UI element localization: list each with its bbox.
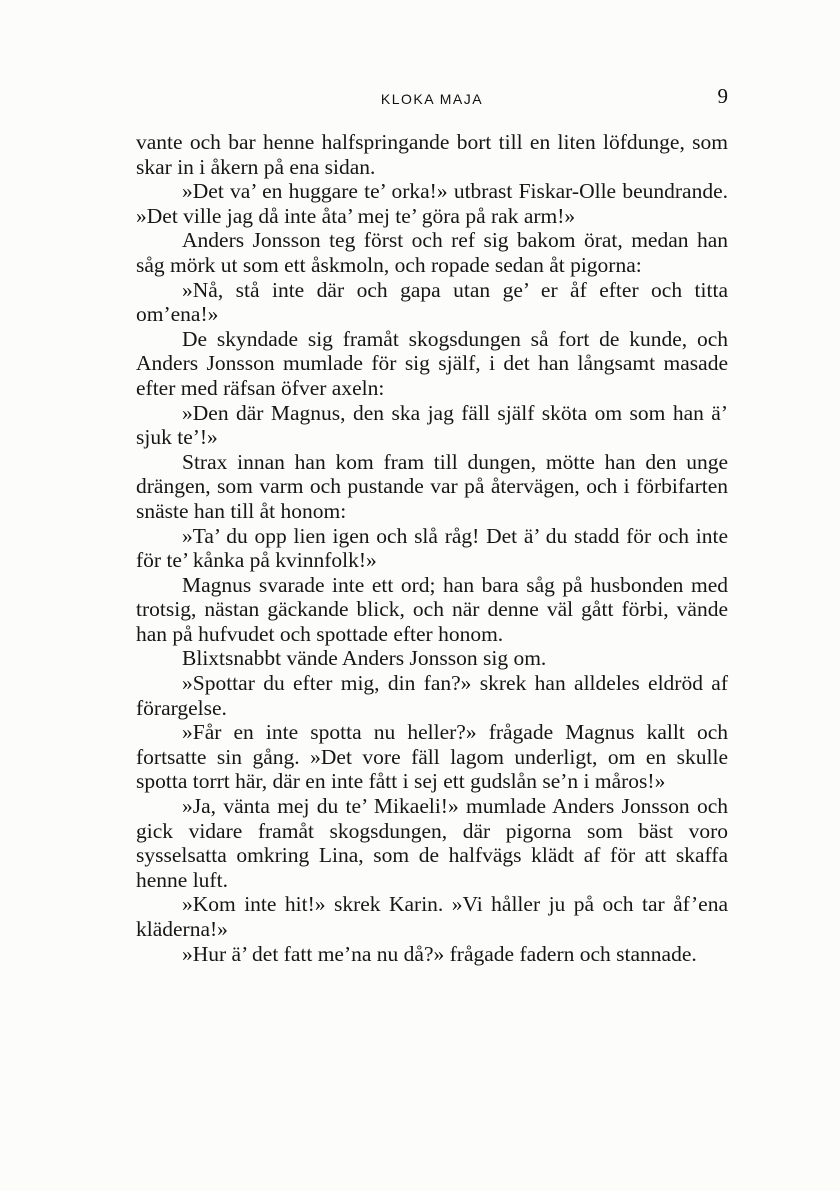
paragraph: »Spottar du efter mig, din fan?» skrek han alldeles eldröd af förargelse.	[136, 671, 728, 720]
paragraph: De skyndade sig framåt skogsdungen så fort de kunde, och Anders Jonsson mumlade för sig själf, i det han långsamt masade efter med räfsan öfver axeln:	[136, 326, 728, 400]
body-text	[136, 130, 728, 966]
paragraph: »Får en inte spotta nu heller?» frågade Magnus kallt och fortsatte sin gång. »Det vore fäll lagom underligt, om en skulle spotta torrt här, där en inte fått i sej ett gudslån se’n i måros!»	[136, 720, 728, 794]
page-number: 9	[717, 84, 728, 108]
paragraph: »Hur ä’ det fatt me’na nu då?» frågade fadern och stannade.	[182, 941, 697, 966]
paragraph: »Kom inte hit!» skrek Karin. »Vi håller ju på och tar åf’ena kläderna!»	[136, 892, 728, 941]
paragraph: »Ja, vänta mej du te’ Mikaeli!» mumlade Anders Jonsson och gick vidare framåt skogsdungen, där pigorna som bäst voro sysselsatta omkring Lina, som de halfvägs klädt af för att skaffa henne luft.	[136, 794, 728, 892]
running-head	[136, 84, 728, 110]
running-title: KLOKA MAJA	[380, 91, 484, 107]
paragraph: Blixtsnabbt vände Anders Jonsson sig om.	[182, 646, 547, 671]
paragraph: vante och bar henne halfspringande bort till en liten löfdunge, som skar in i åkern på ena sidan.	[136, 130, 728, 179]
paragraph: Magnus svarade inte ett ord; han bara såg på husbonden med trotsig, nästan gäckande blick, och när denne väl gått förbi, vände han på hufvudet och spottade efter honom.	[136, 572, 728, 646]
paragraph: »Nå, stå inte där och gapa utan ge’ er åf efter och titta om’ena!»	[136, 277, 728, 327]
paragraph: »Ta’ du opp lien igen och slå råg! Det ä’ du stadd för och inte för te’ kånka på kvinnfolk!»	[136, 523, 728, 573]
paragraph: »Den där Magnus, den ska jag fäll själf sköta om som han ä’ sjuk te’!»	[136, 400, 728, 450]
paragraph: Strax innan han kom fram till dungen, mötte han den unge drängen, som varm och pustande var på återvägen, och i förbifarten snäste han till åt honom:	[136, 449, 728, 523]
paragraph: »Det va’ en huggare te’ orka!» utbrast Fiskar-Olle beundrande. »Det ville jag då inte åta’ mej te’ göra på rak arm!»	[136, 179, 728, 228]
paragraph: Anders Jonsson teg först och ref sig bakom örat, medan han såg mörk ut som ett åskmoln, och ropade sedan åt pigorna:	[136, 228, 728, 277]
